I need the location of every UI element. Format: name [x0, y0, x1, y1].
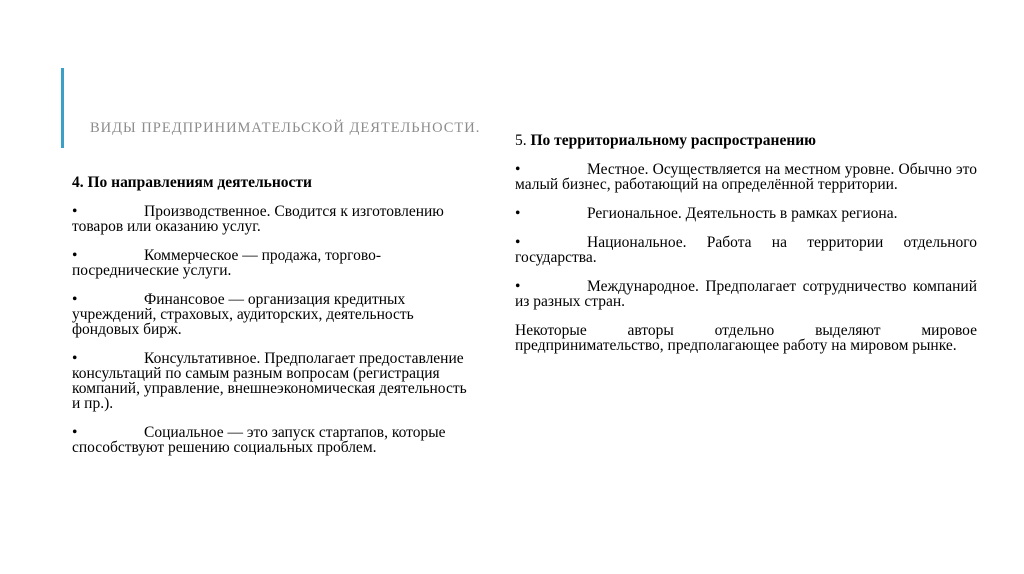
note-paragraph: Некоторые авторы отдельно выделяют мировое предпринимательство, предполагающее работу на мировом рынке.	[515, 322, 977, 354]
slide-title: ВИДЫ ПРЕДПРИНИМАТЕЛЬСКОЙ ДЕЯТЕЛЬНОСТИ.	[90, 120, 481, 136]
list-item-text: Консультативное. Предполагает предоставление консультаций по самым разным вопросам (регистрация компаний, управление, внешнеэкономическая деятельность и пр.).	[72, 350, 467, 412]
bullet-icon: •	[72, 203, 78, 220]
list-item	[72, 292, 472, 337]
bullet-icon: •	[515, 205, 521, 222]
list-item-text: Производственное. Сводится к изготовлению товаров или оказанию услуг.	[72, 203, 444, 235]
list-item	[515, 162, 977, 192]
list-item	[72, 425, 472, 455]
bullet-icon: •	[72, 350, 78, 367]
list-item-text: Социальное — это запуск стартапов, которые способствуют решению социальных проблем.	[72, 424, 446, 456]
bullet-icon: •	[72, 247, 78, 264]
bullet-icon: •	[515, 278, 521, 295]
list-item	[72, 204, 472, 234]
list-item	[515, 206, 977, 221]
left-column	[72, 175, 472, 469]
right-heading-text: По территориальному распространению	[530, 132, 817, 149]
list-item-text: Международное. Предполагает сотрудничество компаний из разных стран.	[515, 278, 977, 310]
list-item	[515, 279, 977, 309]
title-accent-bar	[61, 68, 64, 148]
list-item-text: Местное. Осуществляется на местном уровне. Обычно это малый бизнес, работающий на определённой территории.	[515, 161, 977, 193]
left-heading: 4. По направлениям деятельности	[72, 174, 312, 191]
list-item-text: Коммерческое — продажа, торгово-посреднические услуги.	[72, 247, 382, 279]
bullet-icon: •	[72, 291, 78, 308]
right-column	[515, 133, 977, 353]
list-item-text: Финансовое — организация кредитных учреждений, страховых, аудиторских, деятельность фондовых бирж.	[72, 291, 414, 338]
list-item-text: Национальное. Работа на территории отдельного государства.	[515, 234, 977, 266]
list-item	[72, 248, 472, 278]
bullet-icon: •	[515, 161, 521, 178]
list-item-text: Региональное. Деятельность в рамках региона.	[587, 205, 898, 222]
list-item	[515, 235, 977, 265]
bullet-icon: •	[72, 424, 78, 441]
right-heading-number: 5.	[515, 132, 531, 149]
list-item	[72, 351, 472, 411]
bullet-icon: •	[515, 234, 521, 251]
right-heading	[515, 133, 977, 148]
